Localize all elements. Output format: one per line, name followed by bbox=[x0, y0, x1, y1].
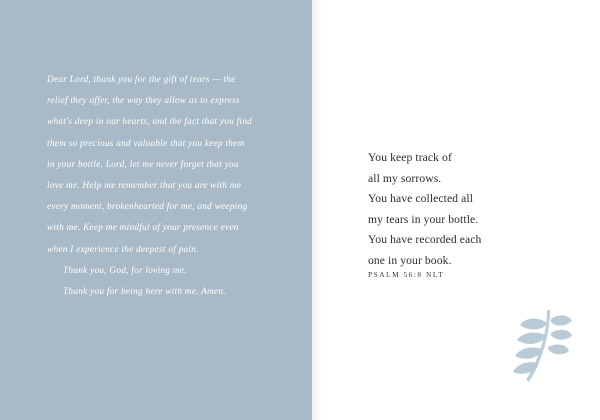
verse-line: You have recorded each bbox=[368, 233, 482, 247]
verse-text bbox=[368, 148, 568, 272]
verse-line: You have collected all bbox=[368, 192, 474, 206]
verse-line: one in your book. bbox=[368, 253, 452, 267]
verse-line: You keep track of bbox=[368, 151, 452, 164]
leaf-branch-icon bbox=[506, 306, 572, 384]
prayer-line: Dear Lord, thank you for the gift of tears — the bbox=[47, 75, 236, 85]
prayer-line: love me. Help me remember that you are with me bbox=[47, 181, 242, 192]
scripture-reference: PSALM 56:8 NLT bbox=[368, 270, 445, 279]
prayer-line: them so precious and valuable that you keep them bbox=[47, 138, 245, 149]
right-page bbox=[312, 0, 600, 420]
prayer-line: every moment, brokenhearted for me, and weeping bbox=[47, 202, 248, 213]
prayer-closing-line: Thank you, God, for loving me. bbox=[63, 265, 187, 276]
prayer-text bbox=[47, 70, 262, 303]
verse-line: all my sorrows. bbox=[368, 171, 442, 185]
prayer-closing-line: Thank you for being here with me. Amen. bbox=[63, 287, 226, 298]
verse-line: my tears in your bottle. bbox=[368, 212, 479, 226]
prayer-line: relief they offer, the way they allow us to express bbox=[47, 96, 240, 107]
prayer-line: with me. Keep me mindful of your presence even bbox=[47, 223, 239, 234]
prayer-line: in your bottle. Lord, let me never forget that you bbox=[47, 159, 239, 170]
prayer-line: what's deep in our hearts, and the fact that you find bbox=[47, 117, 253, 128]
prayer-line: when I experience the deepest of pain. bbox=[47, 244, 199, 255]
